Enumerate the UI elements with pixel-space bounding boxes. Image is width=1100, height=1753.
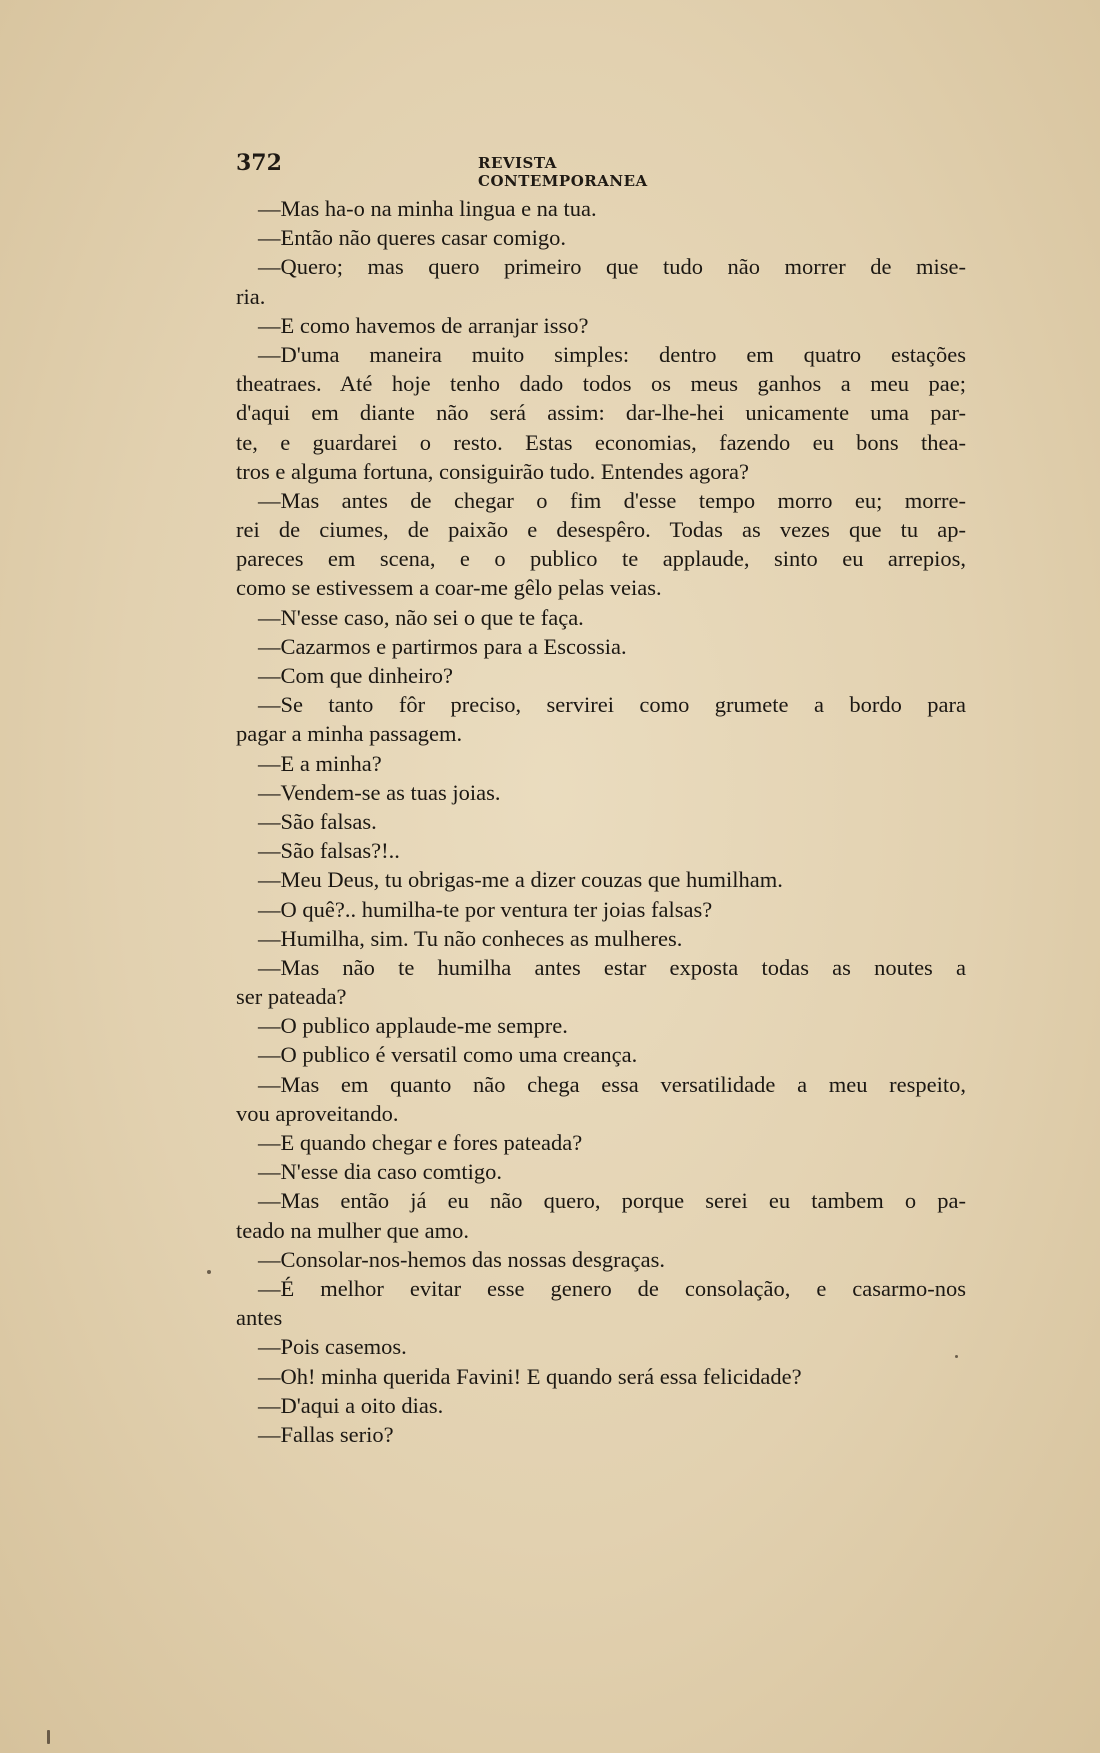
text-line: theatraes. Até hoje tenho dado todos os meus ganhos a meu pae;: [236, 371, 966, 397]
text-line: —D'uma maneira muito simples: dentro em quatro estações: [258, 341, 966, 367]
text-line: —São falsas?!..: [258, 838, 400, 864]
text-line: —É melhor evitar esse genero de consolação, e casarmo-nos: [258, 1275, 966, 1301]
text-line: —Mas não te humilha antes estar exposta todas as noutes a: [258, 954, 966, 980]
text-line: —N'esse caso, não sei o que te faça.: [258, 604, 584, 630]
text-line: —Mas antes de chegar o fim d'esse tempo morro eu; morre-: [258, 487, 966, 513]
text-line: vou aproveitando.: [236, 1100, 399, 1126]
ink-speck: [47, 1730, 50, 1744]
text-line: —Então não queres casar comigo.: [258, 225, 567, 251]
text-line: —Se tanto fôr preciso, servirei como grumete a bordo para: [258, 692, 966, 718]
text-line: —Pois casemos.: [258, 1334, 407, 1360]
text-line: pareces em scena, e o publico te applaude, sinto eu arrepios,: [236, 546, 966, 572]
text-line: —Consolar-nos-hemos das nossas desgraças.: [258, 1246, 665, 1272]
page-number: 372: [236, 150, 282, 176]
text-line: —Cazarmos e partirmos para a Escossia.: [258, 633, 627, 659]
text-line: —E como havemos de arranjar isso?: [258, 312, 589, 338]
text-line: —Oh! minha querida Favini! E quando será essa felicidade?: [258, 1363, 802, 1389]
ink-speck: [207, 1270, 211, 1274]
text-line: te, e guardarei o resto. Estas economias, fazendo eu bons thea-: [236, 429, 966, 455]
text-line: d'aqui em diante não será assim: dar-lhe-hei unicamente uma par-: [236, 400, 966, 426]
text-line: —O quê?.. humilha-te por ventura ter joias falsas?: [258, 896, 713, 922]
text-line: —N'esse dia caso comtigo.: [258, 1159, 502, 1185]
text-line: antes: [236, 1305, 283, 1331]
text-line: —Quero; mas quero primeiro que tudo não morrer de mise-: [258, 254, 966, 280]
text-line: —E quando chegar e fores pateada?: [258, 1130, 583, 1155]
text-line: tros e alguma fortuna, consiguirão tudo. Entendes agora?: [236, 458, 749, 484]
text-line: —Mas ha-o na minha lingua e na tua.: [258, 196, 597, 221]
text-line: —E a minha?: [258, 750, 382, 776]
text-line: —Com que dinheiro?: [258, 663, 453, 688]
text-line: como se estivessem a coar-me gêlo pelas veias.: [236, 575, 662, 601]
text-line: teado na mulher que amo.: [236, 1217, 470, 1243]
text-line: ser pateada?: [236, 984, 347, 1010]
ink-speck: [955, 1355, 958, 1358]
text-line: —Vendem-se as tuas joias.: [258, 779, 501, 805]
running-title: REVISTA CONTEMPORANEA: [478, 154, 648, 190]
text-line: —Meu Deus, tu obrigas-me a dizer couzas que humilham.: [258, 867, 783, 893]
text-line: —O publico é versatil como uma creança.: [258, 1042, 638, 1068]
page-header: [236, 150, 726, 190]
text-line: ria.: [236, 283, 266, 309]
text-line: —São falsas.: [258, 808, 377, 834]
body-text: [236, 194, 966, 1449]
text-line: —Fallas serio?: [258, 1421, 394, 1447]
text-line: rei de ciumes, de paixão e desespêro. Todas as vezes que tu ap-: [236, 517, 966, 543]
text-line: —O publico applaude-me sempre.: [258, 1013, 568, 1039]
text-line: pagar a minha passagem.: [236, 721, 463, 747]
text-line: —D'aqui a oito dias.: [258, 1392, 444, 1418]
text-line: —Mas então já eu não quero, porque serei eu tambem o pa-: [258, 1188, 966, 1214]
text-line: —Mas em quanto não chega essa versatilidade a meu respeito,: [258, 1071, 966, 1097]
text-line: —Humilha, sim. Tu não conheces as mulheres.: [258, 925, 683, 951]
